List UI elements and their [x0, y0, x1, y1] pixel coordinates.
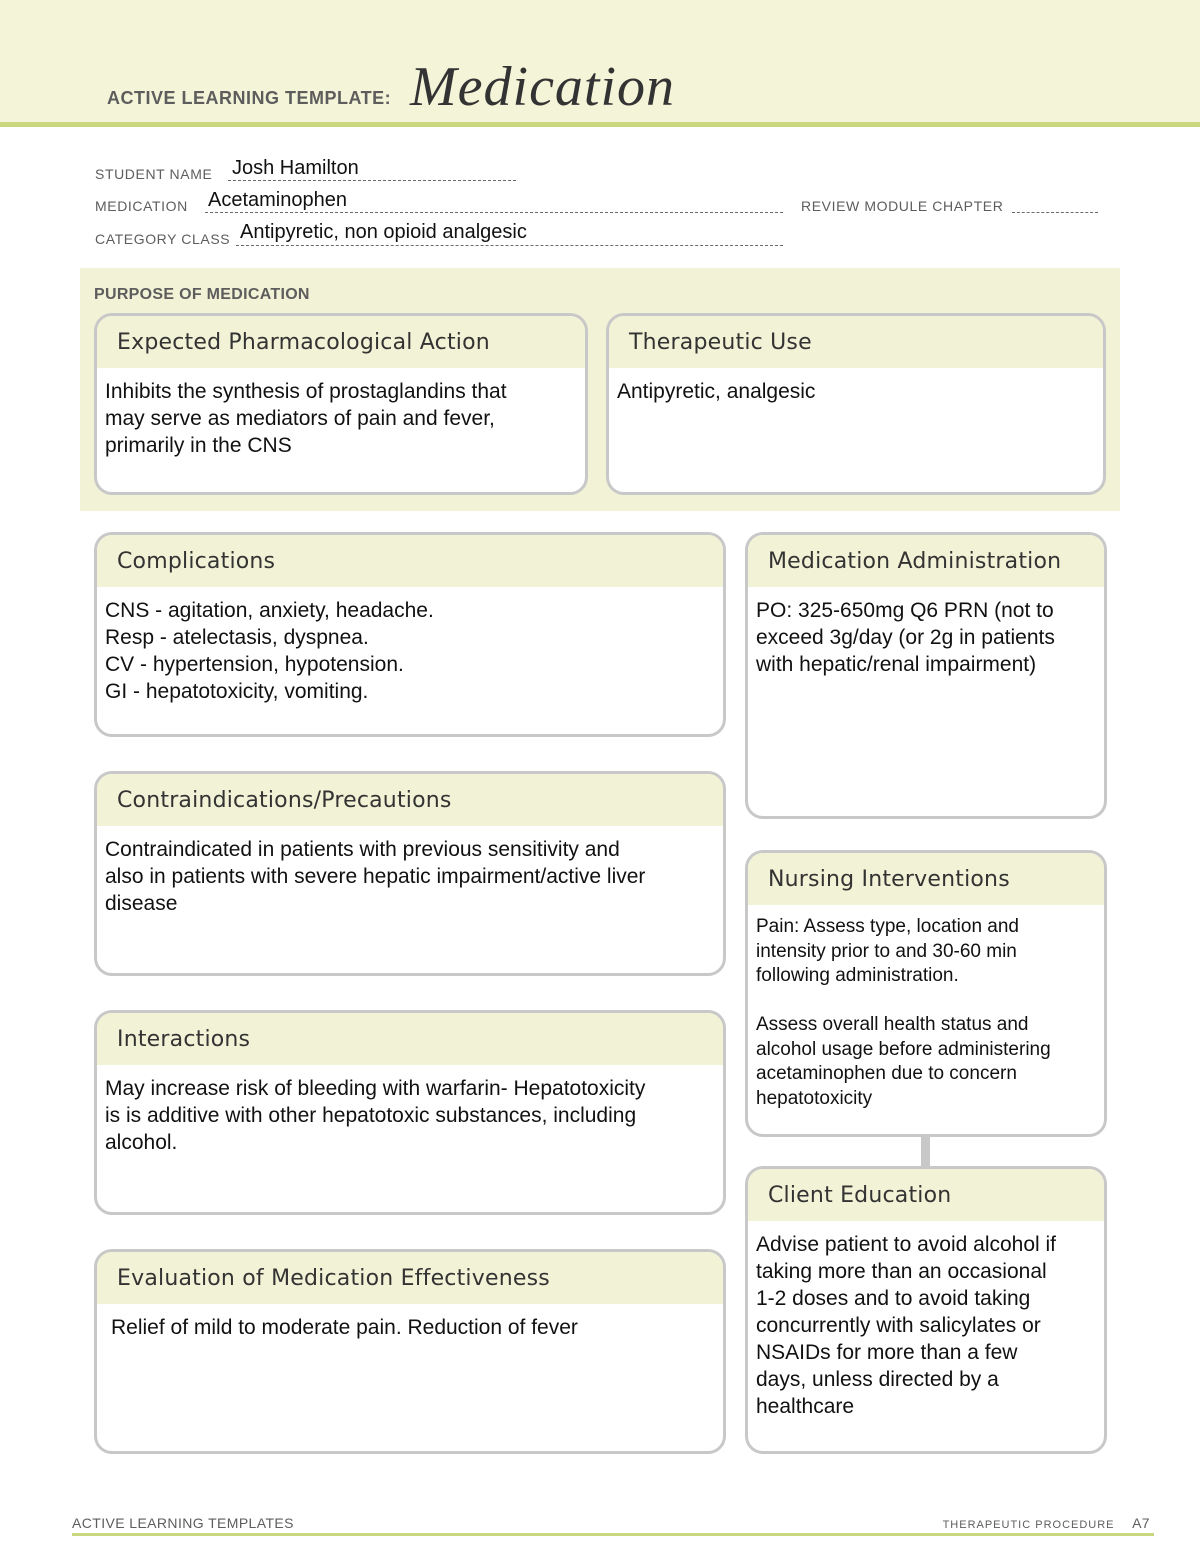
medication-field[interactable]: Acetaminophen [208, 189, 347, 211]
page-title: Medication [410, 56, 676, 118]
footer-page: A7 [1132, 1515, 1150, 1531]
footer-right [943, 1515, 1150, 1531]
client-education-text[interactable]: Advise patient to avoid alcohol if taking more than an occasional 1-2 doses and to avoid taking concurrently with salicylates or NSAIDs for more than a few days, unless directed by a healthcare [756, 1233, 1057, 1418]
interactions-box [94, 1010, 726, 1215]
evaluation-title: Evaluation of Medication Effectiveness [97, 1252, 723, 1304]
nursing-interventions-title: Nursing Interventions [748, 853, 1104, 905]
therapeutic-use-text[interactable]: Antipyretic, analgesic [617, 380, 816, 403]
contraindications-title: Contraindications/Precautions [97, 774, 723, 826]
expected-action-title: Expected Pharmacological Action [97, 316, 585, 368]
client-education-box [745, 1166, 1107, 1454]
category-class-label: CATEGORY CLASS [95, 231, 231, 247]
interactions-title: Interactions [97, 1013, 723, 1065]
nursing-interventions-text[interactable]: Pain: Assess type, location and intensity prior to and 30-60 min following administration. Assess overall health status and alcohol usage before administering acetaminophen due to concern hepatotoxicity [756, 916, 1051, 1109]
category-class-line [236, 245, 783, 246]
footer-left-label: ACTIVE LEARNING TEMPLATES [72, 1515, 294, 1531]
therapeutic-use-box [606, 313, 1106, 495]
purpose-label: PURPOSE OF MEDICATION [94, 286, 310, 303]
complications-title: Complications [97, 535, 723, 587]
administration-text[interactable]: PO: 325-650mg Q6 PRN (not to exceed 3g/day (or 2g in patients with hepatic/renal impairment) [756, 599, 1055, 676]
student-name-label: STUDENT NAME [95, 166, 213, 182]
template-label: ACTIVE LEARNING TEMPLATE: [107, 88, 392, 108]
review-module-line [1012, 212, 1098, 213]
contraindications-box [94, 771, 726, 976]
review-module-label: REVIEW MODULE CHAPTER [801, 198, 1004, 214]
contraindications-text[interactable]: Contraindicated in patients with previous sensitivity and also in patients with severe hepatic impairment/active liver disease [105, 838, 646, 915]
nursing-interventions-box [745, 850, 1107, 1137]
evaluation-box [94, 1249, 726, 1454]
student-name-field[interactable]: Josh Hamilton [232, 157, 359, 179]
complications-box [94, 532, 726, 737]
medication-label: MEDICATION [95, 198, 188, 214]
footer-rule [72, 1533, 1154, 1536]
interactions-text[interactable]: May increase risk of bleeding with warfarin- Hepatotoxicity is is additive with other hepatotoxic substances, including alcohol. [105, 1077, 646, 1154]
expected-action-box [94, 313, 588, 495]
therapeutic-use-title: Therapeutic Use [609, 316, 1103, 368]
complications-text[interactable]: CNS - agitation, anxiety, headache. Resp - atelectasis, dyspnea. CV - hypertension, hypotension. GI - hepatotoxicity, vomiting. [105, 599, 434, 703]
client-education-title: Client Education [748, 1169, 1104, 1221]
administration-title: Medication Administration [748, 535, 1104, 587]
administration-box [745, 532, 1107, 819]
evaluation-text[interactable]: Relief of mild to moderate pain. Reduction of fever [111, 1316, 578, 1339]
expected-action-text[interactable]: Inhibits the synthesis of prostaglandins that may serve as mediators of pain and fever, primarily in the CNS [105, 380, 507, 457]
box-connector [921, 1135, 930, 1167]
student-name-line [228, 180, 516, 181]
medication-line [205, 212, 783, 213]
footer-procedure: THERAPEUTIC PROCEDURE [942, 1519, 1115, 1531]
header-rule [0, 122, 1200, 127]
category-class-field[interactable]: Antipyretic, non opioid analgesic [240, 221, 527, 243]
